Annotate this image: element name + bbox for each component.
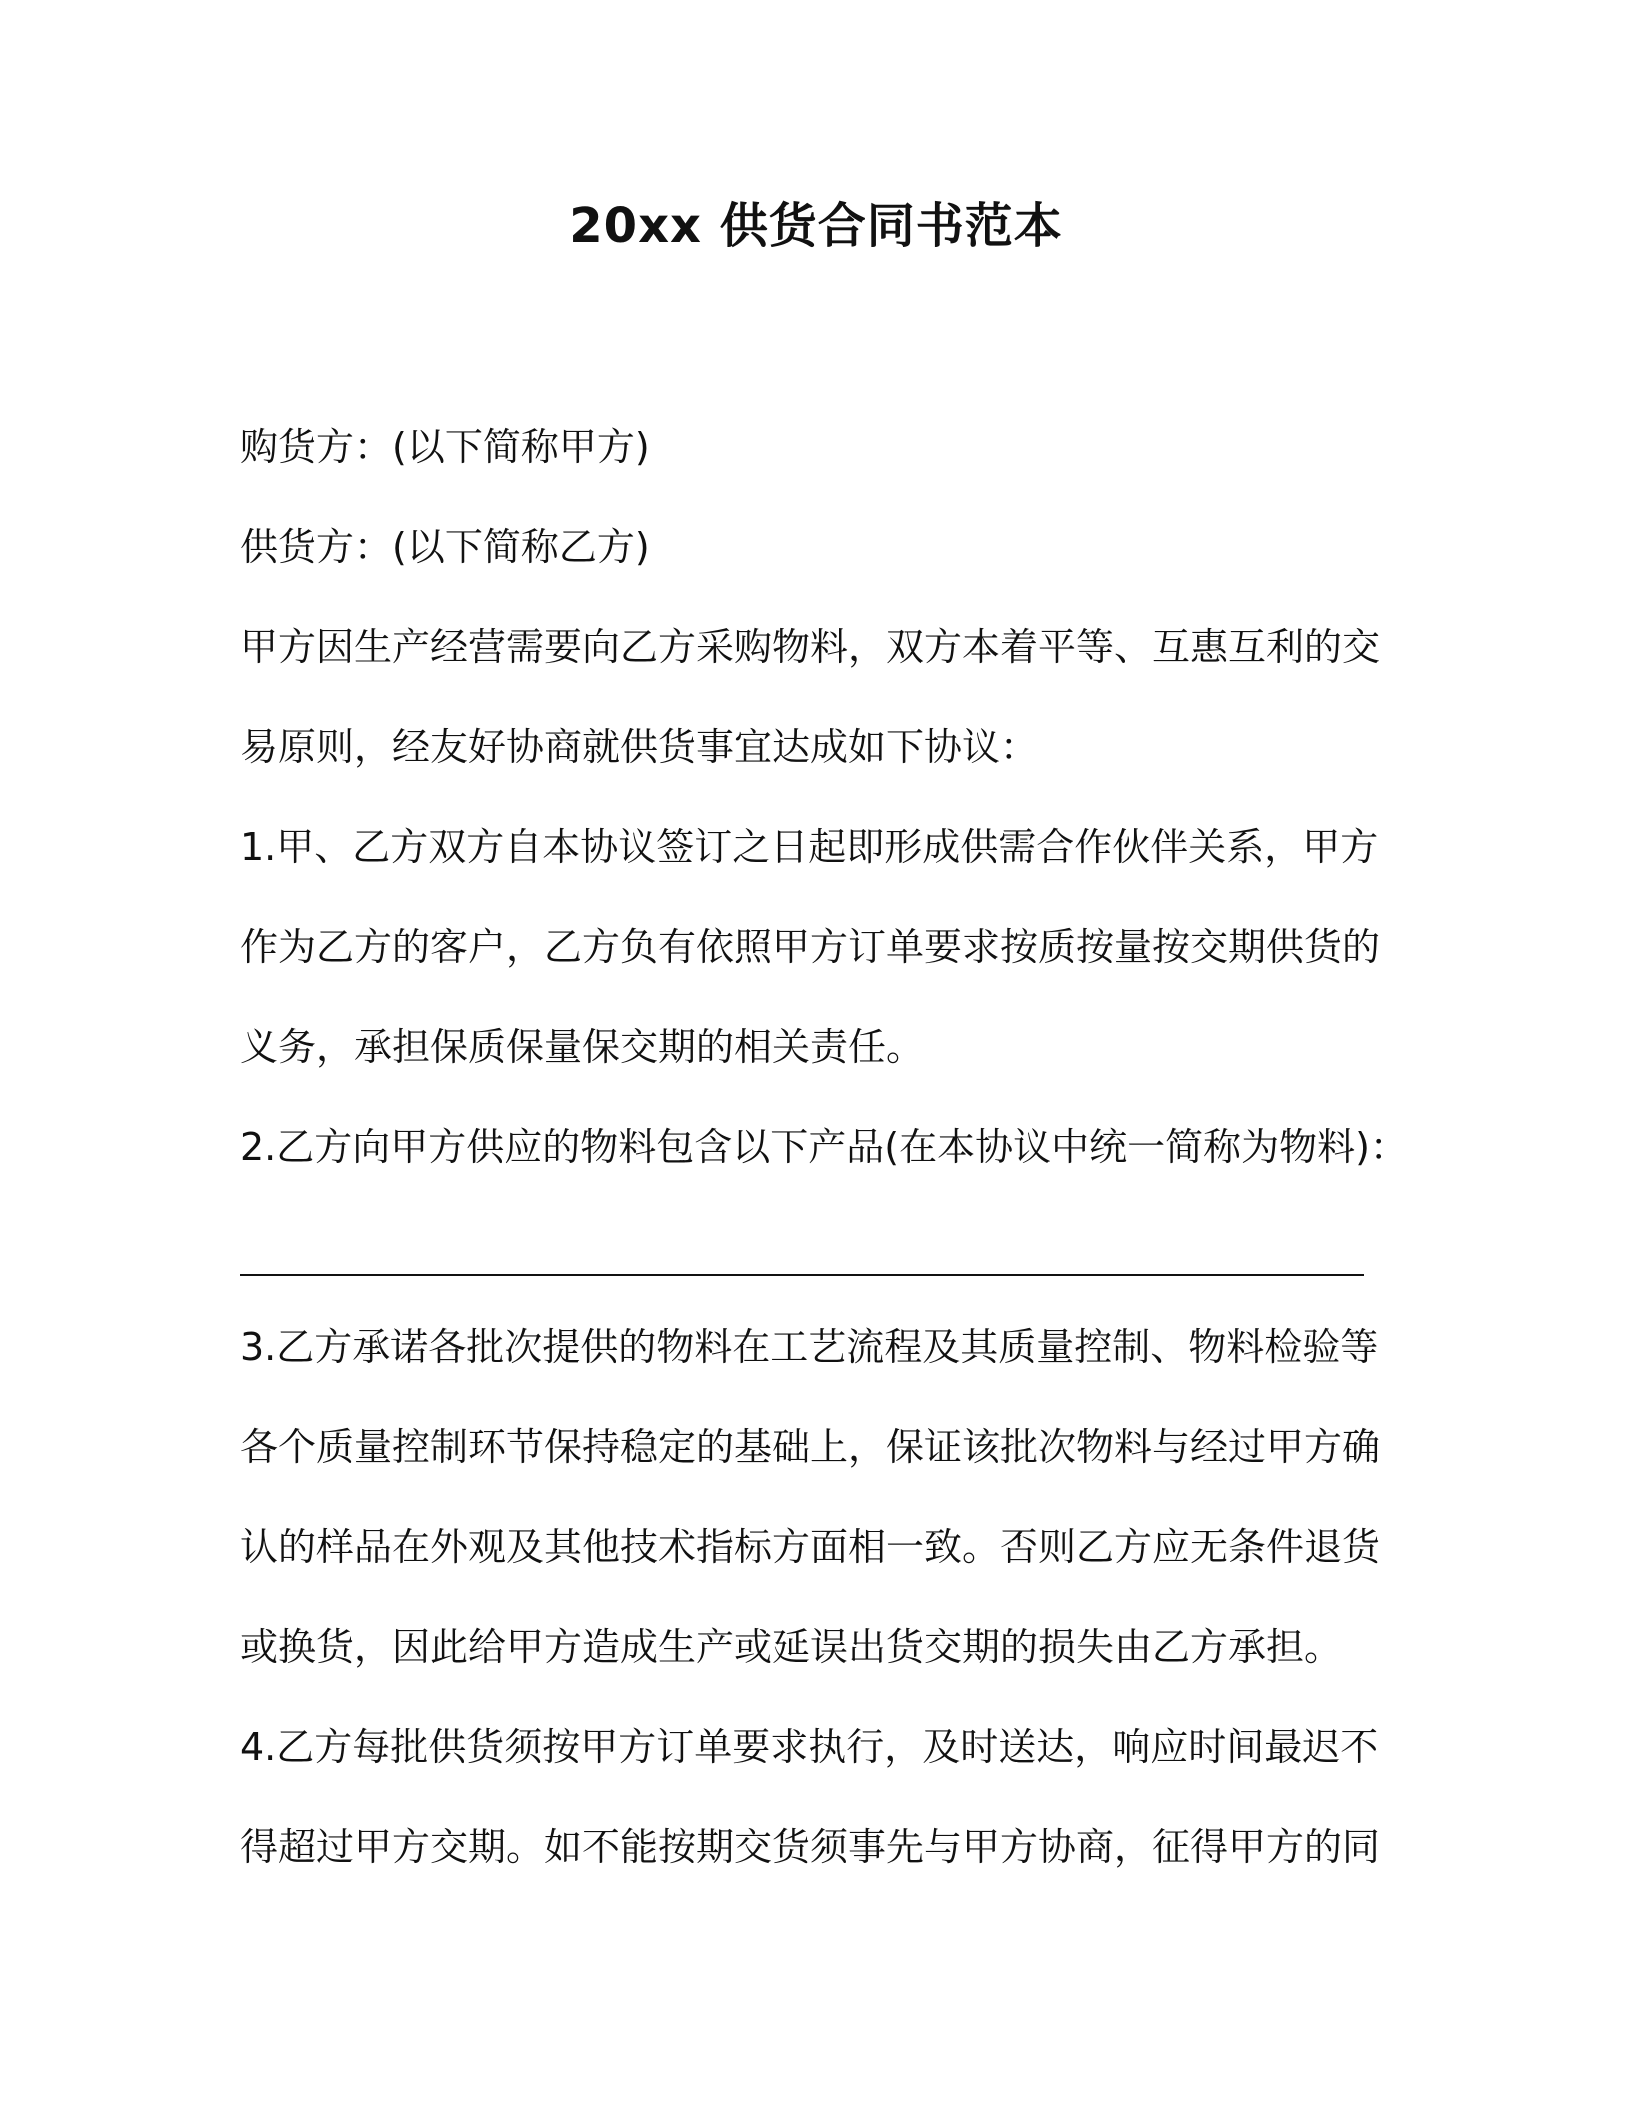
buyer-line: 购货方：(以下简称甲方) xyxy=(240,425,650,469)
fill-in-blank-line xyxy=(240,1274,1364,1276)
clause-4-line-2: 得超过甲方交期。如不能按期交货须事先与甲方协商，征得甲方的同 xyxy=(240,1825,1381,1869)
preamble-line-1: 甲方因生产经营需要向乙方采购物料，双方本着平等、互惠互利的交 xyxy=(240,625,1381,669)
supplier-line: 供货方：(以下简称乙方) xyxy=(240,525,650,569)
clause-3-line-2: 各个质量控制环节保持稳定的基础上，保证该批次物料与经过甲方确 xyxy=(240,1425,1381,1469)
clause-3-line-4: 或换货，因此给甲方造成生产或延误出货交期的损失由乙方承担。 xyxy=(240,1625,1343,1669)
document-title: 20xx 供货合同书范本 xyxy=(569,198,1063,254)
clause-1-line-2: 作为乙方的客户，乙方负有依照甲方订单要求按质按量按交期供货的 xyxy=(240,925,1381,969)
preamble-line-2: 易原则，经友好协商就供货事宜达成如下协议： xyxy=(240,725,1039,769)
clause-2-line-1: 2.乙方向甲方供应的物料包含以下产品(在本协议中统一简称为物料)： xyxy=(240,1125,1408,1169)
clause-3-line-3: 认的样品在外观及其他技术指标方面相一致。否则乙方应无条件退货 xyxy=(240,1525,1381,1569)
clause-1-line-3: 义务，承担保质保量保交期的相关责任。 xyxy=(240,1025,925,1069)
clause-3-line-1: 3.乙方承诺各批次提供的物料在工艺流程及其质量控制、物料检验等 xyxy=(240,1325,1379,1369)
clause-4-line-1: 4.乙方每批供货须按甲方订单要求执行，及时送达，响应时间最迟不 xyxy=(240,1725,1379,1769)
clause-1-line-1: 1.甲、乙方双方自本协议签订之日起即形成供需合作伙伴关系，甲方 xyxy=(240,825,1379,869)
